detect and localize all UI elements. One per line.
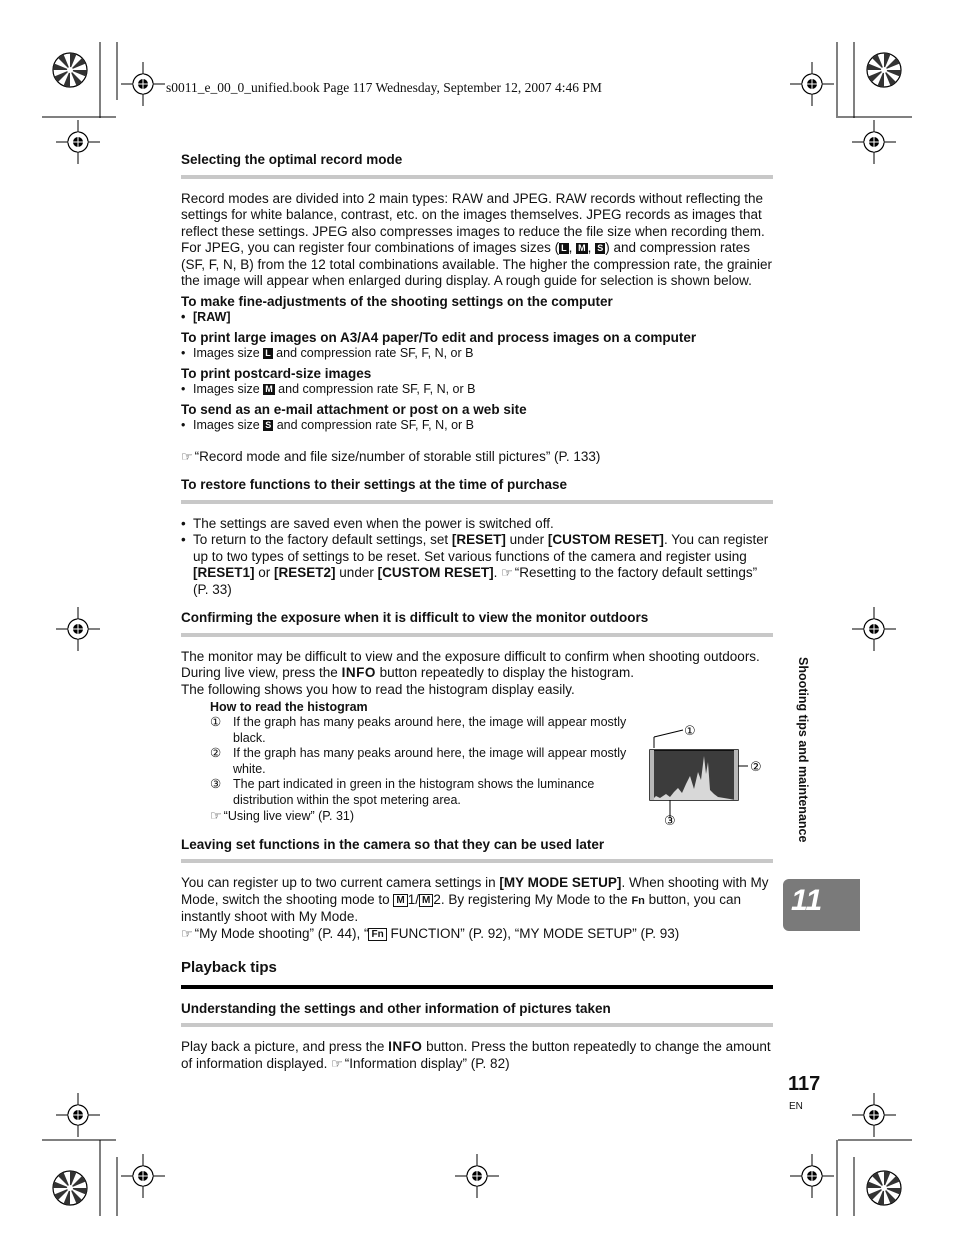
histogram-item-1: ① If the graph has many peaks around here, the image will appear mostly black. (210, 715, 627, 745)
section-title-record-mode: Selecting the optimal record mode (181, 152, 403, 167)
my-mode-icon: M (419, 894, 433, 907)
guide-head-large-print: To print large images on A3/A4 paper/To edit and process images on a computer (181, 329, 697, 345)
exposure-p1: The monitor may be difficult to view and the exposure difficult to confirm when shooting outdoors. (181, 648, 760, 664)
language-code: EN (789, 1101, 803, 1112)
section-rule (181, 175, 773, 179)
section-rule (181, 633, 773, 637)
histogram-guide (181, 700, 773, 825)
book-reference-icon: ☞ (210, 808, 222, 823)
info-button-label: INFO (341, 665, 376, 680)
page-number: 117 (788, 1073, 821, 1095)
histogram-reference: ☞ “Using live view” (P. 31) (210, 808, 355, 823)
info-button-label: INFO (388, 1039, 423, 1054)
section-title-playback: Understanding the settings and other information of pictures taken (181, 1000, 611, 1016)
histogram-item-3: ③ The part indicated in green in the histogram shows the luminance distribution within the spot metering area. (210, 777, 595, 807)
print-header: s0011_e_00_0_unified.book Page 117 Wednesday, September 12, 2007 4:46 PM (166, 80, 602, 95)
size-m-icon: M (578, 243, 586, 253)
callout-1: ① (684, 724, 696, 739)
callout-2: ② (750, 760, 762, 775)
histogram-illustration (646, 714, 772, 826)
section-rule-black (181, 985, 773, 989)
section-title-mymode: Leaving set functions in the camera so that they can be used later (181, 836, 605, 852)
page-content (181, 152, 773, 1072)
section-rule (181, 500, 773, 504)
histogram-bright-end (734, 750, 738, 800)
my-mode-icon: M (393, 894, 407, 907)
size-s-icon: S (265, 420, 272, 430)
size-l-icon: L (265, 348, 271, 358)
guide-head-computer: To make fine-adjustments of the shooting settings on the computer (181, 293, 613, 309)
book-reference-icon: ☞ (331, 1055, 343, 1071)
section-rule (181, 859, 773, 863)
section-title-exposure: Confirming the exposure when it is difficult to view the monitor outdoors (181, 610, 649, 625)
chapter-tab: 11 (783, 879, 860, 931)
guide-head-email: To send as an e-mail attachment or post on a web site (181, 401, 527, 417)
guide-bullet-raw: • [RAW] (181, 310, 231, 324)
record-mode-intro: Record modes are divided into 2 main types: RAW and JPEG. RAW records without reflecting the settings for white balance, contrast, etc. on the images themselves. JPEG records as images that reflect these settings. JPEG also compresses images to reduce the file size when recording them. For JPEG, you can register four combinations of images sizes ( L , M , S ) and compression rates (SF, F, N, B) from the 12 total combinations available. The higher the compression rate, the grainier the image will appear when enlarged during display. A rough guide for selection is shown below. (181, 190, 773, 288)
exposure-p2: During live view, press the INFO button repeatedly to display the histogram. (181, 665, 634, 680)
histogram-dark-end (650, 750, 654, 800)
section-rule (181, 1023, 773, 1027)
histogram-guide-title: How to read the histogram (210, 700, 368, 714)
callout-3: ③ (664, 814, 676, 826)
playback-paragraph: Play back a picture, and press the INFO button. Press the button repeatedly to change the amount of information displayed. ☞ “Information display” (P. 82) (181, 1039, 771, 1071)
mymode-reference: ☞ “My Mode shooting” (P. 44), “ Fn FUNCTION” (P. 92), “MY MODE SETUP” (P. 93) (181, 925, 680, 941)
guide-bullet-email: • Images size S and compression rate SF, F, N, or B (181, 418, 474, 432)
side-chapter-label: Shooting tips and maintenance (796, 657, 810, 843)
guide-head-postcard: To print postcard-size images (181, 365, 372, 381)
size-l-icon: L (561, 243, 567, 253)
fn-button-label: Fn (631, 894, 645, 907)
size-s-icon: S (597, 243, 604, 253)
section-heading-playback: Playback tips (181, 959, 277, 976)
book-reference-icon: ☞ (181, 448, 193, 464)
book-reference-icon: ☞ (501, 565, 513, 580)
book-reference-icon: ☞ (181, 925, 193, 941)
histogram-item-2: ② If the graph has many peaks around here, the image will appear mostly white. (210, 746, 627, 776)
section-title-restore: To restore functions to their settings at the time of purchase (181, 477, 568, 492)
mymode-paragraph: You can register up to two current camera settings in [MY MODE SETUP]. When shooting with My Mode, switch the shooting mode to M 1/ M 2. By registering My Mode to the Fn button, you can instantly shoot with My Mode. (181, 875, 769, 924)
record-mode-reference: ☞ “Record mode and file size/number of storable still pictures” (P. 133) (181, 448, 601, 464)
guide-bullet-large: • Images size L and compression rate SF, F, N, or B (181, 346, 474, 360)
exposure-p3: The following shows you how to read the histogram display easily. (181, 681, 575, 697)
restore-bullet-2: • To return to the factory default settings, set [RESET] under [CUSTOM RESET]. You can register up to two types of settings to be reset. Set various functions of the camera and register using [RESET1] or [RESET2] under [CUSTOM RESET]. ☞ “Resetting to the factory default settings” (P. 33) (181, 532, 769, 597)
fn-key-icon: Fn (368, 928, 386, 941)
restore-bullet-1: • The settings are saved even when the power is switched off. (181, 515, 554, 531)
guide-bullet-postcard: • Images size M and compression rate SF, F, N, or B (181, 382, 476, 396)
size-m-icon: M (265, 384, 273, 394)
